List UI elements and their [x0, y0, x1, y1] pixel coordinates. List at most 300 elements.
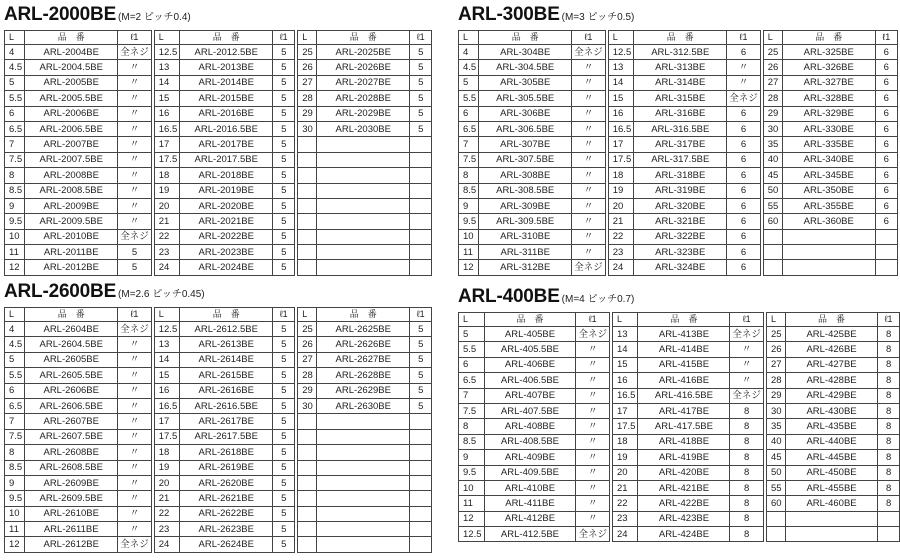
thread-length-cell: 〃: [118, 137, 152, 152]
series-spec: (M=2.6 ピッチ0.45): [118, 289, 205, 300]
part-number-cell: ARL-2605.5BE: [25, 368, 118, 383]
length-cell: 10: [5, 229, 25, 244]
length-cell: 7: [5, 414, 25, 429]
part-number-cell: ARL-2605BE: [25, 352, 118, 367]
part-number-cell: ARL-316.5BE: [634, 121, 727, 136]
length-cell: 12: [5, 537, 25, 552]
length-cell: 20: [154, 475, 180, 490]
part-number-cell: ARL-309BE: [479, 198, 572, 213]
part-number-cell: ARL-405.5BE: [484, 342, 576, 357]
thread-length-cell: 8: [878, 327, 900, 342]
length-cell: 4: [459, 45, 479, 60]
length-cell: [298, 522, 317, 537]
thread-length-cell: 〃: [118, 183, 152, 198]
thread-length-cell: 5: [273, 460, 295, 475]
thread-length-cell: 5: [273, 245, 295, 260]
part-number-cell: ARL-324BE: [634, 260, 727, 275]
part-number-cell: ARL-305.5BE: [479, 91, 572, 106]
thread-length-cell: 6: [727, 137, 761, 152]
header-part-number: 品 番: [638, 313, 730, 327]
table-row: [298, 45, 432, 60]
table-row: [154, 445, 295, 460]
table-row: [608, 198, 760, 213]
thread-length-cell: 5: [410, 91, 432, 106]
table-row: [608, 91, 760, 106]
length-cell: 20: [154, 198, 180, 213]
length-cell: 20: [612, 465, 638, 480]
length-cell: 12.5: [459, 527, 485, 542]
thread-length-cell: 全ネジ: [118, 537, 152, 552]
table-row: [763, 45, 897, 60]
length-cell: 6.5: [459, 121, 479, 136]
table-header-row: [298, 31, 432, 45]
thread-length-cell: 5: [273, 322, 295, 337]
part-number-cell: ARL-2020BE: [180, 198, 273, 213]
part-number-cell: ARL-2621BE: [180, 491, 273, 506]
part-number-cell: ARL-411BE: [484, 496, 576, 511]
length-cell: 17: [608, 137, 634, 152]
thread-length-cell: 全ネジ: [730, 327, 764, 342]
table-row: [154, 522, 295, 537]
thread-length-cell: 5: [273, 429, 295, 444]
thread-length-cell: 〃: [118, 121, 152, 136]
length-cell: 5: [5, 75, 25, 90]
table-row: [612, 434, 763, 449]
table-group: [4, 307, 432, 553]
thread-length-cell: 全ネジ: [118, 229, 152, 244]
thread-length-cell: 6: [727, 106, 761, 121]
header-thread-length: ℓ1: [572, 31, 606, 45]
table-row: [298, 168, 432, 183]
thread-length-cell: [878, 527, 900, 542]
size-table: [154, 30, 296, 276]
table-row: [766, 511, 899, 526]
thread-length-cell: 〃: [572, 75, 606, 90]
part-number-cell: ARL-424BE: [638, 527, 730, 542]
thread-length-cell: 6: [875, 137, 897, 152]
part-number-cell: ARL-311BE: [479, 245, 572, 260]
thread-length-cell: [875, 229, 897, 244]
length-cell: [298, 260, 317, 275]
thread-length-cell: 5: [273, 383, 295, 398]
part-number-cell: ARL-455BE: [785, 480, 877, 495]
length-cell: 6: [5, 106, 25, 121]
part-number-cell: ARL-407.5BE: [484, 403, 576, 418]
part-number-cell: ARL-2619BE: [180, 460, 273, 475]
size-table: [763, 30, 898, 276]
table-row: [612, 403, 763, 418]
table-row: [459, 60, 606, 75]
header-thread-length: ℓ1: [273, 31, 295, 45]
table-row: [5, 414, 152, 429]
part-number-cell: ARL-306BE: [479, 106, 572, 121]
table-row: [5, 60, 152, 75]
length-cell: [298, 137, 317, 152]
length-cell: 6: [5, 383, 25, 398]
part-number-cell: ARL-2620BE: [180, 475, 273, 490]
thread-length-cell: 〃: [572, 137, 606, 152]
table-row: [298, 537, 432, 552]
part-number-cell: ARL-312.5BE: [634, 45, 727, 60]
part-number-cell: ARL-323BE: [634, 245, 727, 260]
thread-length-cell: 5: [273, 337, 295, 352]
table-row: [5, 537, 152, 552]
thread-length-cell: 全ネジ: [118, 45, 152, 60]
table-row: [766, 450, 899, 465]
part-number-cell: ARL-340BE: [782, 152, 875, 167]
table-row: [154, 368, 295, 383]
length-cell: 26: [763, 60, 782, 75]
thread-length-cell: 5: [273, 152, 295, 167]
part-number-cell: ARL-2004.5BE: [25, 60, 118, 75]
length-cell: [766, 527, 785, 542]
part-number-cell: [317, 183, 410, 198]
table-row: [154, 337, 295, 352]
table-row: [154, 75, 295, 90]
table-row: [298, 60, 432, 75]
length-cell: 5.5: [459, 342, 485, 357]
table-row: [154, 398, 295, 413]
thread-length-cell: 5: [410, 75, 432, 90]
length-cell: 5.5: [5, 91, 25, 106]
part-number-cell: ARL-405BE: [484, 327, 576, 342]
part-number-cell: ARL-421BE: [638, 480, 730, 495]
part-number-cell: ARL-350BE: [782, 183, 875, 198]
header-length: L: [154, 31, 180, 45]
thread-length-cell: 8: [878, 450, 900, 465]
part-number-cell: ARL-2007BE: [25, 137, 118, 152]
part-number-cell: ARL-2021BE: [180, 214, 273, 229]
part-number-cell: ARL-2608BE: [25, 445, 118, 460]
table-row: [298, 152, 432, 167]
length-cell: 13: [612, 327, 638, 342]
part-number-cell: ARL-322BE: [634, 229, 727, 244]
part-number-cell: ARL-2007.5BE: [25, 152, 118, 167]
length-cell: 16: [154, 383, 180, 398]
part-number-cell: ARL-2607BE: [25, 414, 118, 429]
thread-length-cell: 6: [727, 245, 761, 260]
table-row: [766, 327, 899, 342]
length-cell: 4.5: [5, 337, 25, 352]
table-row: [612, 373, 763, 388]
part-number-cell: ARL-317BE: [634, 137, 727, 152]
table-row: [5, 198, 152, 213]
length-cell: [298, 429, 317, 444]
part-number-cell: [317, 214, 410, 229]
table-row: [608, 106, 760, 121]
thread-length-cell: 〃: [572, 168, 606, 183]
table-row: [459, 419, 610, 434]
length-cell: 40: [763, 152, 782, 167]
part-number-cell: ARL-2013BE: [180, 60, 273, 75]
table-row: [154, 60, 295, 75]
table-row: [612, 480, 763, 495]
table-row: [298, 337, 432, 352]
part-number-cell: ARL-314BE: [634, 75, 727, 90]
table-row: [608, 168, 760, 183]
part-number-cell: ARL-308.5BE: [479, 183, 572, 198]
thread-length-cell: 5: [273, 260, 295, 275]
header-thread-length: ℓ1: [878, 313, 900, 327]
thread-length-cell: 5: [273, 106, 295, 121]
length-cell: [298, 445, 317, 460]
table-row: [5, 445, 152, 460]
length-cell: 24: [154, 260, 180, 275]
thread-length-cell: 8: [730, 527, 764, 542]
length-cell: 15: [612, 357, 638, 372]
table-row: [5, 229, 152, 244]
part-number-cell: ARL-418BE: [638, 434, 730, 449]
length-cell: 11: [459, 245, 479, 260]
length-cell: 17: [154, 414, 180, 429]
section-arl-2600be: [4, 280, 432, 553]
length-cell: 15: [154, 368, 180, 383]
length-cell: 13: [154, 337, 180, 352]
thread-length-cell: 全ネジ: [572, 260, 606, 275]
length-cell: 10: [5, 506, 25, 521]
thread-length-cell: 6: [727, 229, 761, 244]
thread-length-cell: 5: [273, 414, 295, 429]
length-cell: 22: [154, 506, 180, 521]
table-row: [298, 383, 432, 398]
header-thread-length: ℓ1: [410, 308, 432, 322]
part-number-cell: ARL-355BE: [782, 198, 875, 213]
length-cell: 9.5: [459, 214, 479, 229]
thread-length-cell: 8: [730, 419, 764, 434]
table-header-row: [766, 313, 899, 327]
table-row: [5, 75, 152, 90]
header-part-number: 品 番: [317, 31, 410, 45]
length-cell: 18: [608, 168, 634, 183]
part-number-cell: ARL-318BE: [634, 168, 727, 183]
thread-length-cell: 全ネジ: [576, 327, 610, 342]
thread-length-cell: 5: [273, 475, 295, 490]
header-thread-length: ℓ1: [576, 313, 610, 327]
length-cell: 14: [608, 75, 634, 90]
part-number-cell: ARL-313BE: [634, 60, 727, 75]
part-number-cell: ARL-417BE: [638, 403, 730, 418]
table-row: [5, 152, 152, 167]
series-name: ARL-400BE: [458, 286, 560, 307]
table-row: [298, 522, 432, 537]
part-number-cell: [317, 260, 410, 275]
length-cell: [763, 245, 782, 260]
length-cell: 8: [459, 168, 479, 183]
part-number-cell: ARL-2005BE: [25, 75, 118, 90]
part-number-cell: [317, 198, 410, 213]
table-row: [763, 183, 897, 198]
table-row: [459, 245, 606, 260]
thread-length-cell: 〃: [118, 506, 152, 521]
table-row: [459, 388, 610, 403]
part-number-cell: ARL-423BE: [638, 511, 730, 526]
thread-length-cell: 5: [273, 229, 295, 244]
part-number-cell: ARL-435BE: [785, 419, 877, 434]
table-row: [5, 368, 152, 383]
part-number-cell: ARL-2017.5BE: [180, 152, 273, 167]
length-cell: 21: [154, 214, 180, 229]
table-row: [459, 229, 606, 244]
length-cell: 17.5: [154, 429, 180, 444]
thread-length-cell: 〃: [576, 403, 610, 418]
table-row: [608, 75, 760, 90]
part-number-cell: [317, 429, 410, 444]
table-row: [459, 434, 610, 449]
part-number-cell: ARL-2008.5BE: [25, 183, 118, 198]
part-number-cell: [317, 445, 410, 460]
length-cell: [298, 214, 317, 229]
length-cell: 8.5: [5, 183, 25, 198]
table-row: [459, 75, 606, 90]
length-cell: 29: [298, 383, 317, 398]
table-row: [459, 121, 606, 136]
table-row: [459, 527, 610, 542]
length-cell: 5: [5, 352, 25, 367]
thread-length-cell: 〃: [572, 106, 606, 121]
thread-length-cell: 〃: [572, 91, 606, 106]
table-row: [612, 388, 763, 403]
length-cell: 19: [612, 450, 638, 465]
length-cell: 19: [608, 183, 634, 198]
part-number-cell: ARL-445BE: [785, 450, 877, 465]
table-row: [298, 445, 432, 460]
size-table: [297, 30, 432, 276]
table-row: [612, 496, 763, 511]
table-row: [5, 383, 152, 398]
thread-length-cell: 5: [410, 322, 432, 337]
part-number-cell: ARL-2615BE: [180, 368, 273, 383]
table-row: [459, 168, 606, 183]
length-cell: 5: [459, 75, 479, 90]
thread-length-cell: 〃: [118, 522, 152, 537]
table-row: [608, 45, 760, 60]
part-number-cell: ARL-335BE: [782, 137, 875, 152]
length-cell: 13: [608, 60, 634, 75]
thread-length-cell: 〃: [118, 91, 152, 106]
part-number-cell: ARL-327BE: [782, 75, 875, 90]
table-row: [5, 45, 152, 60]
length-cell: 18: [154, 445, 180, 460]
length-cell: 7: [5, 137, 25, 152]
thread-length-cell: 6: [875, 198, 897, 213]
part-number-cell: ARL-2012.5BE: [180, 45, 273, 60]
section-arl-300be: [458, 3, 898, 276]
table-row: [5, 398, 152, 413]
size-table: [458, 30, 606, 276]
length-cell: 5.5: [5, 368, 25, 383]
part-number-cell: ARL-2009.5BE: [25, 214, 118, 229]
table-row: [459, 45, 606, 60]
part-number-cell: ARL-2014BE: [180, 75, 273, 90]
table-row: [154, 183, 295, 198]
thread-length-cell: 〃: [576, 480, 610, 495]
thread-length-cell: 6: [727, 45, 761, 60]
part-number-cell: ARL-321BE: [634, 214, 727, 229]
length-cell: 12: [5, 260, 25, 275]
table-row: [763, 152, 897, 167]
part-number-cell: [785, 511, 877, 526]
part-number-cell: ARL-415BE: [638, 357, 730, 372]
length-cell: 30: [298, 121, 317, 136]
thread-length-cell: 6: [727, 152, 761, 167]
thread-length-cell: 8: [730, 465, 764, 480]
thread-length-cell: 5: [410, 121, 432, 136]
length-cell: 17: [612, 403, 638, 418]
header-part-number: 品 番: [180, 31, 273, 45]
length-cell: 22: [154, 229, 180, 244]
table-row: [154, 198, 295, 213]
thread-length-cell: 〃: [576, 465, 610, 480]
table-row: [459, 342, 610, 357]
part-number-cell: ARL-2029BE: [317, 106, 410, 121]
part-number-cell: ARL-307.5BE: [479, 152, 572, 167]
header-thread-length: ℓ1: [273, 308, 295, 322]
table-row: [5, 106, 152, 121]
length-cell: 30: [766, 403, 785, 418]
table-row: [298, 475, 432, 490]
thread-length-cell: 〃: [118, 398, 152, 413]
table-row: [298, 506, 432, 521]
length-cell: 50: [763, 183, 782, 198]
table-header-row: [612, 313, 763, 327]
thread-length-cell: 5: [410, 352, 432, 367]
part-number-cell: [317, 491, 410, 506]
length-cell: 14: [154, 75, 180, 90]
table-row: [766, 496, 899, 511]
thread-length-cell: 5: [273, 168, 295, 183]
length-cell: 18: [154, 168, 180, 183]
thread-length-cell: 〃: [118, 198, 152, 213]
length-cell: 8: [459, 419, 485, 434]
part-number-cell: [317, 537, 410, 552]
part-number-cell: ARL-2610BE: [25, 506, 118, 521]
part-number-cell: ARL-2016BE: [180, 106, 273, 121]
length-cell: 9: [5, 198, 25, 213]
length-cell: 16.5: [154, 398, 180, 413]
part-number-cell: ARL-440BE: [785, 434, 877, 449]
table-header-row: [154, 308, 295, 322]
thread-length-cell: 〃: [572, 183, 606, 198]
table-row: [763, 245, 897, 260]
length-cell: 8: [5, 168, 25, 183]
length-cell: 11: [459, 496, 485, 511]
thread-length-cell: 5: [273, 445, 295, 460]
thread-length-cell: 8: [730, 496, 764, 511]
length-cell: 15: [608, 91, 634, 106]
header-length: L: [459, 31, 479, 45]
thread-length-cell: 〃: [572, 198, 606, 213]
length-cell: 17: [154, 137, 180, 152]
length-cell: 35: [766, 419, 785, 434]
part-number-cell: ARL-2027BE: [317, 75, 410, 90]
part-number-cell: ARL-2017BE: [180, 137, 273, 152]
table-row: [608, 245, 760, 260]
table-row: [5, 260, 152, 275]
length-cell: 9.5: [5, 491, 25, 506]
thread-length-cell: [875, 245, 897, 260]
length-cell: [298, 475, 317, 490]
table-row: [154, 260, 295, 275]
length-cell: 16: [608, 106, 634, 121]
length-cell: [763, 229, 782, 244]
table-row: [298, 429, 432, 444]
length-cell: 12: [459, 260, 479, 275]
length-cell: [766, 511, 785, 526]
part-number-cell: ARL-2016.5BE: [180, 121, 273, 136]
part-number-cell: ARL-409.5BE: [484, 465, 576, 480]
table-row: [766, 403, 899, 418]
length-cell: 7.5: [5, 152, 25, 167]
